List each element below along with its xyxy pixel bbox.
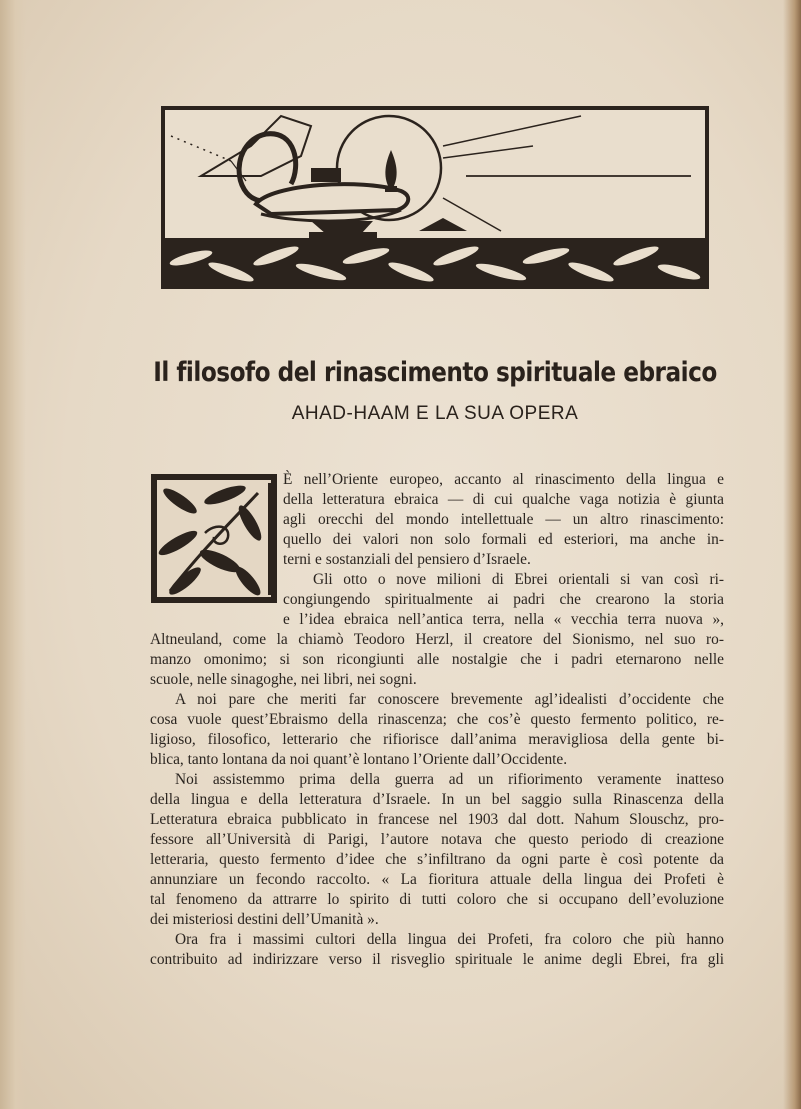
page-right-edge xyxy=(783,0,801,1109)
body-line: Ora fra i massimi cultori della lingua dei Profeti, fra coloro che più hanno xyxy=(175,931,724,948)
body-line: della lingua e della letteratura d’Israele. In un bel saggio sulla Rinascenza della xyxy=(150,791,724,808)
body-line: ligioso, filosofico, letterario che rifiorisce dall’anima meravigliosa della gente bi- xyxy=(150,731,724,748)
body-line: fessore all’Università di Parigi, l’autore notava che questo periodo di creazione xyxy=(150,831,724,848)
article-title: Il filosofo del rinascimento spirituale ebraico xyxy=(153,357,717,388)
body-line: Gli otto o nove milioni di Ebrei orientali si van così ri- xyxy=(313,571,724,588)
article-subtitle: AHAD-HAAM E LA SUA OPERA xyxy=(291,403,579,424)
decorative-initial-ornament xyxy=(150,473,278,604)
body-line: È nell’Oriente europeo, accanto al rinascimento della lingua e xyxy=(283,471,724,488)
body-line: Letteratura ebraica pubblicato in francese nel 1903 dal dott. Nahum Slouschz, pro- xyxy=(150,811,724,828)
body-line: cosa vuole quest’Ebraismo della rinascenza; che cos’è questo fermento politico, re- xyxy=(150,711,724,728)
page-left-shadow xyxy=(0,0,26,1109)
body-line: scuole, nelle sinagoghe, nei libri, nei sogni. xyxy=(150,671,417,688)
oil-lamp-headpiece-illustration xyxy=(161,106,709,289)
body-line: quello dei valori non solo formali ed esteriori, ma anche in- xyxy=(283,531,724,548)
body-line: manzo omonimo; si son ricongiunti alle nostalgie che i padri eternarono nelle xyxy=(150,651,724,668)
body-line: annunziare un fecondo raccolto. « La fioritura attuale della lingua dei Profeti è xyxy=(150,871,724,888)
body-line: contribuito ad indirizzare verso il risveglio spirituale le anime degli Ebrei, fra gli xyxy=(150,951,724,968)
body-line: A noi pare che meriti far conoscere brevemente agl’idealisti d’occidente che xyxy=(175,691,724,708)
body-line: agli orecchi del mondo intellettuale — un altro rinascimento: xyxy=(283,511,724,528)
body-line: blica, tanto lontana da noi quant’è lontano l’Oriente dall’Occidente. xyxy=(150,751,568,768)
body-line: della letteratura ebraica — di cui qualche vaga notizia è giunta xyxy=(283,491,724,508)
body-line: dei misteriosi destini dell’Umanità ». xyxy=(150,911,379,928)
body-line: tal fenomeno da attrarre lo spirito di tutti coloro che si occupano dell’evoluzione xyxy=(150,891,724,908)
body-line: Altneuland, come la chiamò Teodoro Herzl, il creatore del Sionismo, nel suo ro- xyxy=(150,631,724,648)
body-line: letteraria, questo fermento d’idee che s’infiltrano da ogni parte è così potente da xyxy=(150,851,724,868)
body-line: congiungendo spiritualmente ai padri che crearono la storia xyxy=(283,591,724,608)
body-line: terni e sostanziali del pensiero d’Israele. xyxy=(283,551,531,568)
body-line: e l’idea ebraica nell’antica terra, nella « vecchia terra nuova », xyxy=(283,611,724,628)
body-line: Noi assistemmo prima della guerra ad un rifiorimento veramente inatteso xyxy=(175,771,724,788)
